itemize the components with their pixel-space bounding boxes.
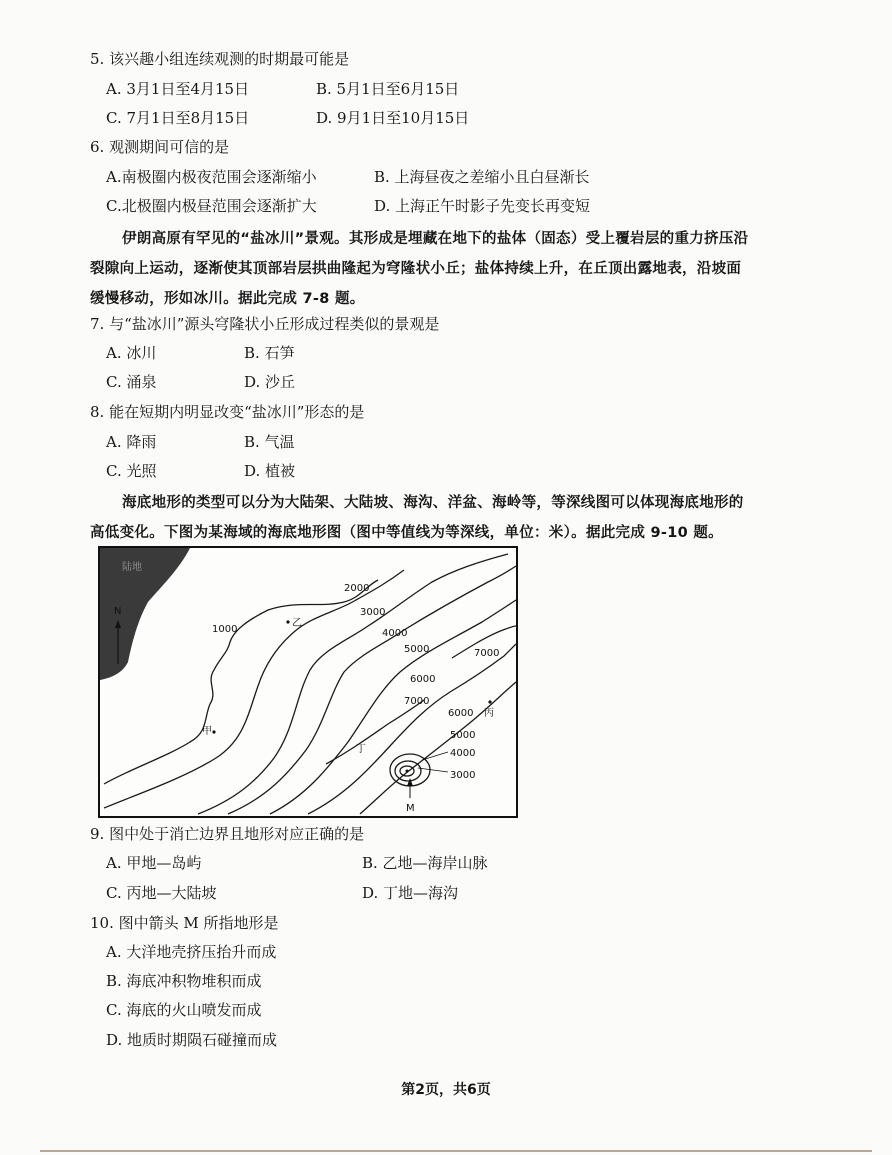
q5-option-c: C. 7月1日至8月15日 [106, 109, 250, 127]
q6-option-d: D. 上海正午时影子先变长再变短 [374, 197, 591, 215]
label-4000: 4000 [382, 628, 408, 639]
q7-option-d: D. 沙丘 [244, 373, 296, 391]
q8-stem: 8. 能在短期内明显改变“盐冰川”形态的是 [90, 403, 365, 421]
q6-stem: 6. 观测期间可信的是 [90, 138, 230, 156]
label-3000-seamount: 3000 [450, 770, 476, 781]
intro1-line-1: 伊朗高原有罕见的“盐冰川”景观。其形成是埋藏在地下的盐体（固态）受上覆岩层的重力挤压沿 [122, 231, 749, 247]
label-6000: 6000 [410, 674, 436, 685]
q6-option-c: C.北极圈内极昼范围会逐渐扩大 [106, 197, 317, 215]
q7-option-c: C. 涌泉 [106, 373, 157, 391]
label-4000-seamount: 4000 [450, 748, 476, 759]
q10-option-c: C. 海底的火山喷发而成 [106, 1001, 262, 1019]
label-m: M [406, 803, 415, 814]
point-yi [286, 620, 289, 623]
q8-option-c: C. 光照 [106, 462, 157, 480]
point-jia [212, 730, 215, 733]
q8-option-b: B. 气温 [244, 433, 295, 451]
q5-stem: 5. 该兴趣小组连续观测的时期最可能是 [90, 50, 350, 68]
q9-option-c: C. 丙地—大陆坡 [106, 884, 217, 902]
q5-option-d: D. 9月1日至10月15日 [316, 109, 470, 127]
page-footer: 第2页，共6页 [401, 1082, 491, 1098]
label-2000: 2000 [344, 583, 370, 594]
seamount-summit [406, 770, 409, 773]
intro1-line-2: 裂隙向上运动，逐渐使其顶部岩层拱曲隆起为穹隆状小丘；盐体持续上升，在丘顶出露地表，沿坡面 [90, 261, 742, 277]
intro2-line-1: 海底地形的类型可以分为大陆架、大陆坡、海沟、洋盆、海岭等，等深线图可以体现海底地形的 [122, 495, 744, 511]
label-bing: 丙 [484, 708, 494, 719]
q8-option-d: D. 植被 [244, 462, 296, 480]
label-ding: 丁 [356, 744, 366, 755]
label-7000-east: 7000 [474, 648, 500, 659]
q7-option-a: A. 冰川 [106, 344, 157, 362]
label-7000-trench: 7000 [404, 696, 430, 707]
label-yi: 乙 [292, 618, 302, 629]
q5-option-a: A. 3月1日至4月15日 [106, 80, 250, 98]
q10-stem: 10. 图中箭头 M 所指地形是 [90, 914, 279, 932]
intro2-line-2: 高低变化。下图为某海域的海底地形图（图中等值线为等深线，单位：米）。据此完成 9-10 题。 [90, 525, 723, 541]
q6-option-b: B. 上海昼夜之差缩小且白昼渐长 [374, 168, 590, 186]
q7-option-b: B. 石笋 [244, 344, 295, 362]
bottom-rule [40, 1150, 872, 1152]
label-jia: 甲 [202, 726, 212, 737]
q9-option-d: D. 丁地—海沟 [362, 884, 459, 902]
q10-option-d: D. 地质时期陨石碰撞而成 [106, 1031, 278, 1049]
q8-option-a: A. 降雨 [106, 433, 157, 451]
q10-option-b: B. 海底冲积物堆积而成 [106, 972, 262, 990]
intro1-line-3: 缓慢移动，形如冰川。据此完成 7-8 题。 [90, 291, 365, 307]
north-label: N [114, 606, 122, 617]
q9-stem: 9. 图中处于消亡边界且地形对应正确的是 [90, 825, 365, 843]
label-3000: 3000 [360, 607, 386, 618]
label-5000-seamount: 5000 [450, 730, 476, 741]
q7-stem: 7. 与“盐冰川”源头穹隆状小丘形成过程类似的景观是 [90, 315, 440, 333]
q5-option-b: B. 5月1日至6月15日 [316, 80, 460, 98]
label-1000: 1000 [212, 624, 238, 635]
land-label: 陆地 [122, 562, 142, 573]
label-5000: 5000 [404, 644, 430, 655]
label-6000-east: 6000 [448, 708, 474, 719]
point-bing [488, 700, 491, 703]
q9-option-a: A. 甲地—岛屿 [106, 854, 202, 872]
q6-option-a: A.南极圈内极夜范围会逐渐缩小 [106, 168, 317, 186]
q10-option-a: A. 大洋地壳挤压抬升而成 [106, 943, 277, 961]
seafloor-contour-map [98, 546, 518, 818]
q9-option-b: B. 乙地—海岸山脉 [362, 854, 488, 872]
